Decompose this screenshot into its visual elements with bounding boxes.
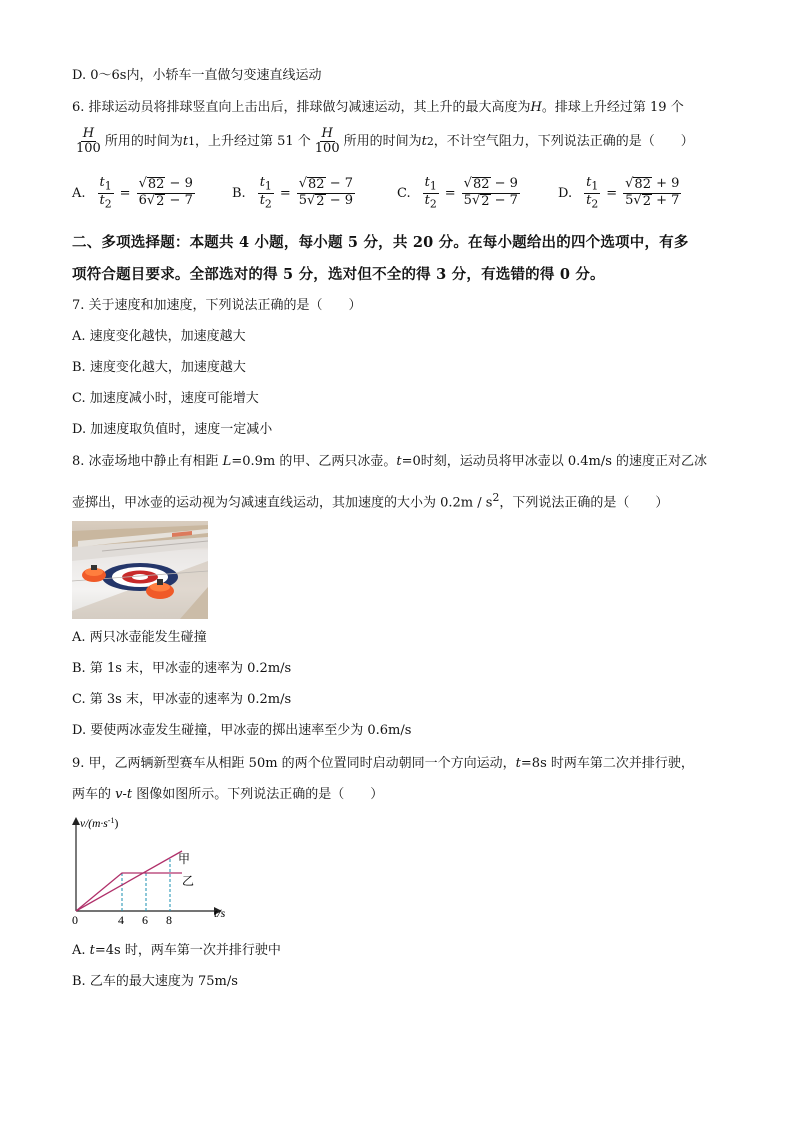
q7-stem: 7. 关于速度和加速度，下列说法正确的是（ ）: [72, 298, 362, 313]
q6-stem-line2: $\frac{H}{100}$ 所用的时间为 t 1 ，上升经过第 51 个 $\frac{H}{100}$ 所用的时间为 t 2 ，不计空气阻力，下列说法正确的是（ ）: [76, 126, 694, 157]
q8-stem-line1: 8. 冰壶场地中静止有相距 L=0.9m 的甲、乙两只冰壶。t=0时刻，运动员将甲冰壶以 0.4m/s 的速度正对乙冰: [72, 454, 708, 469]
tick-label-4: 4: [118, 913, 124, 925]
radical-fraction: √ 82 − 9 6√ 2 − 7: [138, 176, 193, 209]
q6-option-a: A. $\frac{t_1}{t_2}$ = √ 82 − 9 6√ 2 − 7: [72, 175, 193, 211]
q6-stem-line1: [72, 98, 684, 118]
q6-text-end: 。排球上升经过第 19 个: [541, 100, 684, 115]
q8-option-c: C. 第 3s 末，甲冰壶的速率为 0.2m/s: [72, 692, 292, 707]
radical-fraction: √ 82 − 9 5√ 2 − 7: [463, 176, 518, 209]
curling-photo: [72, 521, 208, 619]
vt-graph: [70, 815, 250, 929]
q9-stem-line2: 两车的 v-t 图像如图所示。下列说法正确的是（ ）: [72, 787, 384, 802]
section2-heading-line2: 项符合题目要求。全部选对的得 5 分，选对但不全的得 3 分，有选错的得 0 分。: [72, 266, 605, 283]
q9-stem-line1: 9. 甲，乙两辆新型赛车从相距 50m 的两个位置同时启动朝同一个方向运动，t=8s 时两车第二次并排行驶，: [72, 756, 694, 771]
q6-option-d: D. $\frac{t_1}{t_2}$ = √ 82 + 9 5√ 2 + 7: [558, 175, 680, 211]
y-axis-arrow: [72, 817, 80, 825]
radical-fraction: √ 82 − 7 5√ 2 − 9: [298, 176, 354, 209]
option-label: C.: [397, 185, 411, 201]
q8-stem-line2: 壶掷出，甲冰壶的运动视为匀减速直线运动，其加速度的大小为 $0.2m / s^2$，下列说法正确的是（ ）: [72, 491, 669, 511]
t1-over-t2: $\frac{t_1}{t_2}$: [424, 175, 437, 211]
q6-text: 6. 排球运动员将排球竖直向上击出后，排球做匀减速运动，其上升的最大高度为: [72, 100, 531, 115]
q8-option-b: B. 第 1s 末，甲冰壶的速率为 0.2m/s: [72, 661, 292, 676]
radical-fraction: √ 82 + 9 5√ 2 + 7: [625, 176, 680, 209]
section2-heading-line1: 二、多项选择题：本题共 4 小题，每小题 5 分，共 20 分。在每小题给出的四个选项中，有多: [72, 234, 689, 251]
q6-option-c: C. $\frac{t_1}{t_2}$ = √ 82 − 9 5√ 2 − 7: [397, 175, 518, 211]
t1-over-t2: $\frac{t_1}{t_2}$: [259, 175, 272, 211]
q7-option-c: C. 加速度减小时，速度可能增大: [72, 391, 259, 406]
curling-scene-illustration: [72, 521, 208, 619]
option-label: D.: [558, 185, 573, 201]
q5-option-d: D. 0～6s内，小轿车一直做匀变速直线运动: [72, 68, 322, 83]
t1-over-t2: $\frac{t_1}{t_2}$: [99, 175, 112, 211]
fraction-h-100-second: $\frac{H}{100}$: [314, 126, 340, 157]
q7-option-a: A. 速度变化越快，加速度越大: [72, 329, 246, 344]
series-yi-line: [76, 873, 182, 911]
q9-option-a: A. t=4s 时，两车第一次并排行驶中: [72, 943, 281, 958]
q6-option-b: B. $\frac{t_1}{t_2}$ = √ 82 − 7 5√ 2 − 9: [232, 175, 354, 211]
q8-option-a: A. 两只冰壶能发生碰撞: [72, 630, 207, 645]
q7-option-b: B. 速度变化越大，加速度越大: [72, 360, 246, 375]
tick-label-6: 6: [142, 913, 148, 925]
series-yi-label: 乙: [182, 874, 195, 888]
option-label: A.: [72, 185, 86, 201]
q8-option-d: D. 要使两冰壶发生碰撞，甲冰壶的掷出速率至少为 0.6m/s: [72, 723, 412, 738]
tick-label-8: 8: [166, 913, 172, 925]
series-jia-label: 甲: [178, 852, 191, 866]
fraction-h-100: $\frac{H}{100}$: [76, 126, 101, 157]
x-axis-label: t/s: [214, 906, 226, 920]
q9-option-b: B. 乙车的最大速度为 75m/s: [72, 974, 238, 989]
series-jia-line: [76, 851, 182, 911]
var-h: H: [530, 100, 542, 115]
t1-over-t2: $\frac{t_1}{t_2}$: [586, 175, 599, 211]
origin-label: 0: [72, 913, 78, 925]
y-axis-label: $v/(m\cdot s^{-1})$: [80, 816, 119, 830]
option-label: B.: [232, 185, 246, 201]
q7-option-d: D. 加速度取负值时，速度一定减小: [72, 422, 273, 437]
